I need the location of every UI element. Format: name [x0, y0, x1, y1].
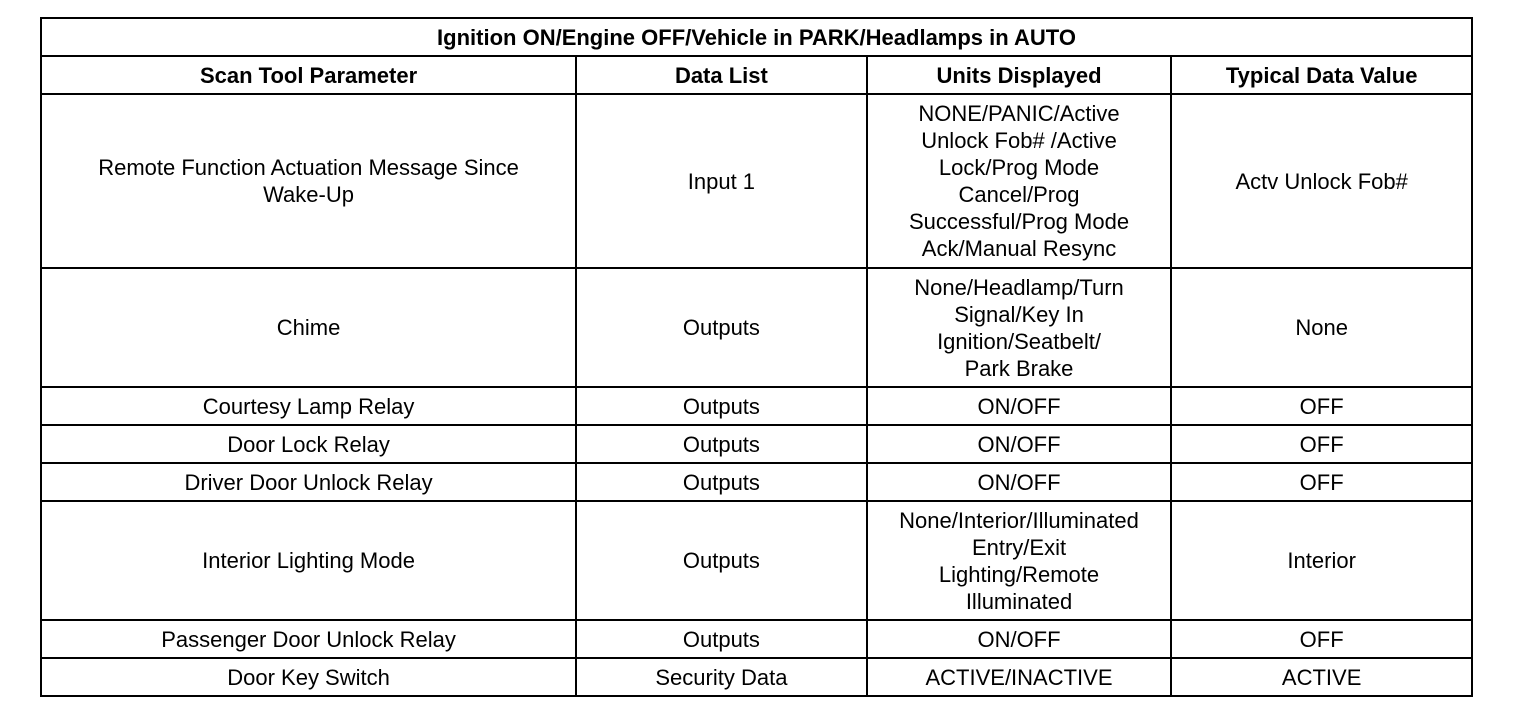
cell-line: Park Brake: [964, 355, 1074, 381]
cell-line: ACTIVE/INACTIVE: [925, 664, 1113, 690]
cell-parameter: [41, 658, 576, 696]
cell-line: Lock/Prog Mode: [938, 155, 1100, 180]
cell-typical-value: None: [1171, 268, 1472, 387]
cell-line: Driver Door Unlock Relay: [184, 469, 433, 495]
cell-line: Unlock Fob# /Active: [921, 128, 1117, 153]
table-row: [41, 268, 1472, 387]
cell-line: Successful/Prog Mode: [908, 209, 1130, 234]
header-scan-tool-parameter: Scan Tool Parameter: [41, 56, 576, 94]
cell-line: Ack/Manual Resync: [921, 236, 1117, 261]
cell-typical-value: OFF: [1171, 620, 1472, 658]
cell-line: Entry/Exit: [971, 534, 1067, 560]
cell-line: NONE/PANIC/Active: [918, 101, 1120, 126]
cell-units: [867, 501, 1172, 620]
cell-parameter: [41, 268, 576, 387]
cell-line: ON/OFF: [977, 431, 1061, 457]
table-row: [41, 387, 1472, 425]
cell-line: Illuminated: [965, 588, 1073, 614]
cell-units: [867, 268, 1172, 387]
cell-data-list: Outputs: [576, 463, 867, 501]
table-title: Ignition ON/Engine OFF/Vehicle in PARK/Headlamps in AUTO: [41, 18, 1472, 56]
cell-line: Passenger Door Unlock Relay: [161, 626, 456, 652]
table-row: [41, 501, 1472, 620]
cell-line: Courtesy Lamp Relay: [202, 393, 415, 419]
header-data-list: Data List: [576, 56, 867, 94]
cell-data-list: Outputs: [576, 268, 867, 387]
cell-units: [867, 658, 1172, 696]
cell-typical-value: ACTIVE: [1171, 658, 1472, 696]
cell-units: [867, 620, 1172, 658]
cell-line: Interior Lighting Mode: [202, 548, 415, 573]
table-header-row: [41, 56, 1472, 94]
cell-line: None/Interior/Illuminated: [899, 507, 1139, 533]
cell-parameter: [41, 620, 576, 658]
cell-data-list: Security Data: [576, 658, 867, 696]
cell-line: Door Key Switch: [227, 664, 390, 690]
cell-line: Cancel/Prog: [958, 182, 1080, 207]
cell-line: Door Lock Relay: [227, 431, 390, 457]
cell-line: Ignition/Seatbelt/: [937, 328, 1101, 354]
table-row: [41, 620, 1472, 658]
scan-tool-data-table: [40, 17, 1473, 697]
cell-data-list: Outputs: [576, 387, 867, 425]
table-row: [41, 463, 1472, 501]
header-typical-data-value: Typical Data Value: [1171, 56, 1472, 94]
cell-parameter: [41, 94, 576, 268]
cell-line: Chime: [276, 315, 341, 340]
cell-typical-value: OFF: [1171, 425, 1472, 463]
cell-line: Remote Function Actuation Message Since: [98, 155, 519, 180]
cell-line: ON/OFF: [977, 626, 1061, 652]
cell-units: [867, 387, 1172, 425]
cell-units: [867, 425, 1172, 463]
cell-parameter: [41, 425, 576, 463]
table-row: [41, 94, 1472, 268]
header-units-displayed: Units Displayed: [867, 56, 1172, 94]
cell-parameter: [41, 387, 576, 425]
cell-units: [867, 94, 1172, 268]
table-title-row: [41, 18, 1472, 56]
cell-data-list: Outputs: [576, 425, 867, 463]
cell-line: Signal/Key In: [954, 301, 1084, 327]
cell-line: None/Headlamp/Turn: [914, 274, 1124, 300]
cell-parameter: [41, 463, 576, 501]
cell-typical-value: Interior: [1171, 501, 1472, 620]
cell-line: ON/OFF: [977, 469, 1061, 495]
cell-line: ON/OFF: [977, 393, 1061, 419]
table-row: [41, 658, 1472, 696]
table-row: [41, 425, 1472, 463]
cell-data-list: Input 1: [576, 94, 867, 268]
cell-typical-value: Actv Unlock Fob#: [1171, 94, 1472, 268]
cell-typical-value: OFF: [1171, 463, 1472, 501]
cell-data-list: Outputs: [576, 620, 867, 658]
cell-data-list: Outputs: [576, 501, 867, 620]
cell-typical-value: OFF: [1171, 387, 1472, 425]
cell-line: Wake-Up: [263, 182, 354, 207]
cell-parameter: [41, 501, 576, 620]
cell-line: Lighting/Remote: [938, 561, 1100, 587]
cell-units: [867, 463, 1172, 501]
